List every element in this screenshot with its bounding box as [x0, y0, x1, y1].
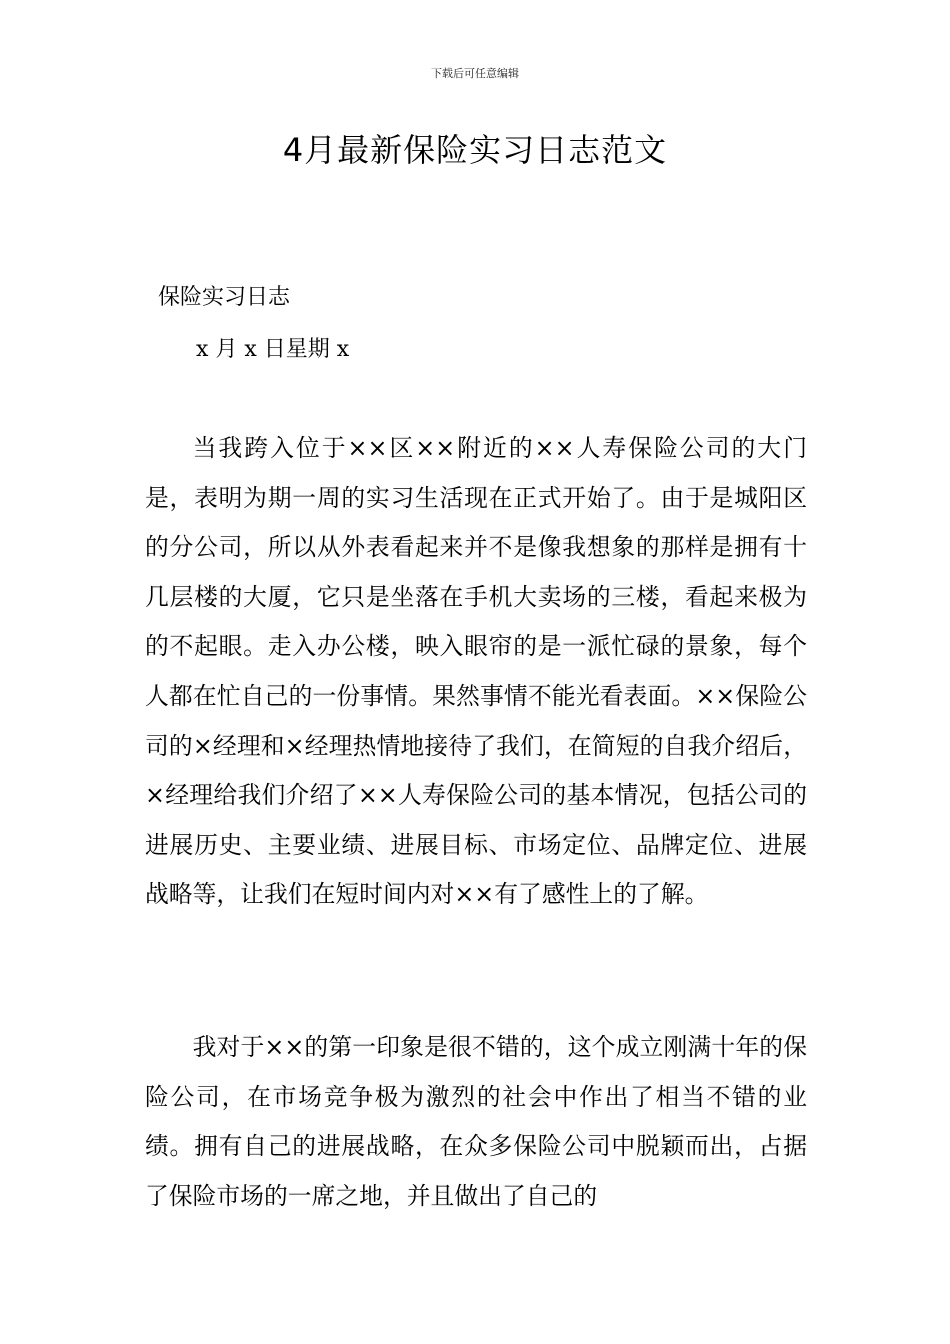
body-paragraph-2: 我对于××的第一印象是很不错的，这个成立刚满十年的保险公司，在市场竞争极为激烈的社会中作出了相当不错的业绩。拥有自己的进展战略，在众多保险公司中脱颖而出，占据了保险市场的一席之地，并且做出了自己的: [145, 1033, 807, 1210]
document-title: 4月最新保险实习日志范文: [282, 131, 668, 169]
document-subtitle: 保险实习日志: [158, 285, 291, 310]
header-note: 下载后可任意编辑: [431, 67, 519, 80]
date-line: x 月 x 日星期 x: [196, 337, 350, 362]
body-paragraph-1: 当我跨入位于××区××附近的××人寿保险公司的大门是，表明为期一周的实习生活现在正式开始了。由于是城阳区的分公司，所以从外表看起来并不是像我想象的那样是拥有十几层楼的大厦，它只是坐落在手机大卖场的三楼，看起来极为的不起眼。走入办公楼，映入眼帘的是一派忙碌的景象，每个人都在忙自己的一份事情。果然事情不能光看表面。××保险公司的×经理和×经理热情地接待了我们，在简短的自我介绍后，×经理给我们介绍了××人寿保险公司的基本情况，包括公司的进展历史、主要业绩、进展目标、市场定位、品牌定位、进展战略等，让我们在短时间内对××有了感性上的了解。: [145, 434, 807, 909]
